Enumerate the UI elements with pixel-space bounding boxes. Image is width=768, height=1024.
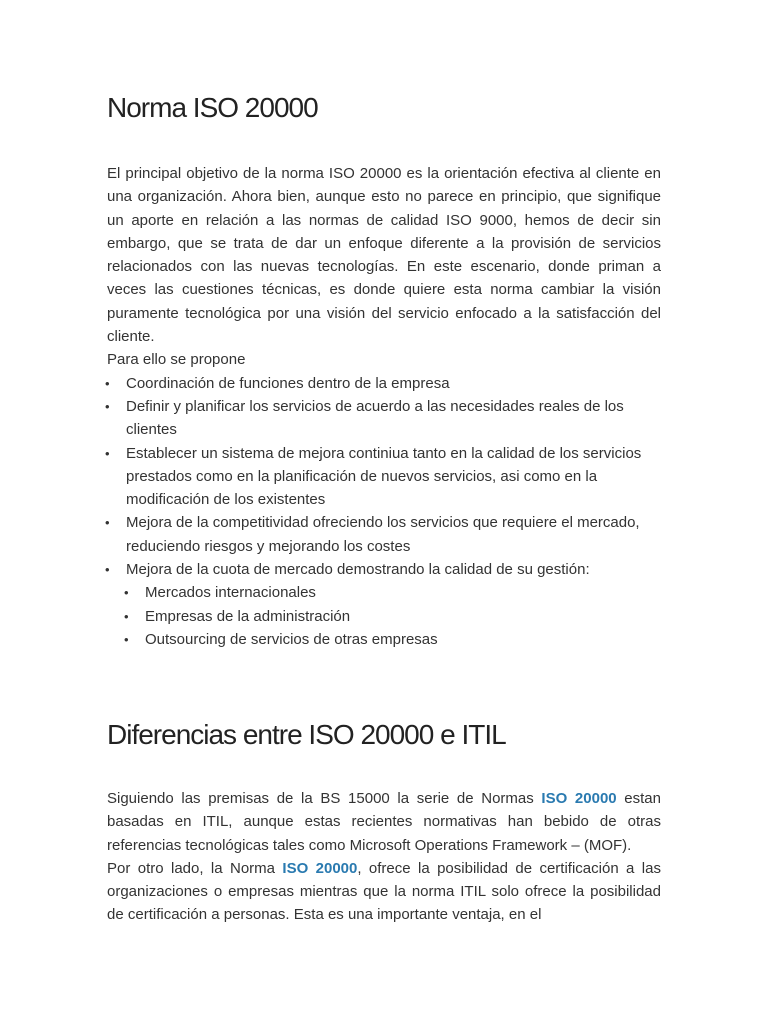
bullet-icon: • xyxy=(105,375,110,391)
paragraph-certificacion: Por otro lado, la Norma ISO 20000, ofrece la posibilidad de certificación a las organizaciones o empresas mientras que la norma ITIL solo ofrece la posibilidad de certificación a personas. Esta es una importante ventaja, en el xyxy=(107,859,661,924)
bullet-icon: • xyxy=(124,631,129,647)
sub-list-item: • Empresas de la administración xyxy=(107,605,661,628)
lead-paragraph: Para ello se propone xyxy=(107,351,246,369)
market-sublist xyxy=(107,581,661,651)
iso-20000-link[interactable]: ISO 20000 xyxy=(282,859,358,877)
sub-list-item: • Mercados internacionales xyxy=(107,581,661,604)
objectives-list xyxy=(107,372,661,582)
bullet-icon: • xyxy=(105,515,110,531)
bullet-icon: • xyxy=(105,562,110,578)
bullet-icon: • xyxy=(105,445,110,461)
paragraph-bs15000: Siguiendo las premisas de la BS 15000 la serie de Normas ISO 20000 estan basadas en ITIL, aunque estas recientes normativas han bebido de otras referencias tecnológicas tales como Microsoft Operations Framework – (MOF). xyxy=(107,790,661,854)
sub-list-item: • Outsourcing de servicios de otras empresas xyxy=(107,628,661,651)
list-item: • Definir y planificar los servicios de acuerdo a las necesidades reales de los clientes xyxy=(107,395,661,442)
list-item: • Establecer un sistema de mejora continiua tanto en la calidad de los servicios prestados como en la planificación de nuevos servicios, asi como en la modificación de los existentes xyxy=(107,442,661,512)
intro-paragraph: El principal objetivo de la norma ISO 20000 es la orientación efectiva al cliente en una organización. Ahora bien, aunque esto no parece en principio, que signifique un aporte en relación a las normas de calidad ISO 9000, hemos de decir sin embargo, que se trata de dar un enfoque diferente a la provisión de servicios relacionados con las nuevas tecnologías. En este escenario, donde priman a veces las cuestiones técnicas, es donde quiere esta norma cambiar la visión puramente tecnológica por una visión del servicio enfocado a la satisfacción del cliente. xyxy=(107,165,661,346)
iso-20000-link[interactable]: ISO 20000 xyxy=(541,790,617,807)
bullet-icon: • xyxy=(124,608,129,624)
list-item: • Mejora de la competitividad ofreciendo los servicios que requiere el mercado, reduciendo riesgos y mejorando los costes xyxy=(107,511,661,558)
section-title-diferencias: Diferencias entre ISO 20000 e ITIL xyxy=(107,719,506,750)
section-body-norma xyxy=(107,162,661,651)
section-title-norma-iso-20000: Norma ISO 20000 xyxy=(107,92,318,123)
section-body-diferencias xyxy=(107,787,661,927)
bullet-icon: • xyxy=(105,398,110,414)
bullet-icon: • xyxy=(124,585,129,601)
list-item: • Mejora de la cuota de mercado demostrando la calidad de su gestión: xyxy=(107,558,661,581)
list-item: • Coordinación de funciones dentro de la empresa xyxy=(107,372,661,395)
